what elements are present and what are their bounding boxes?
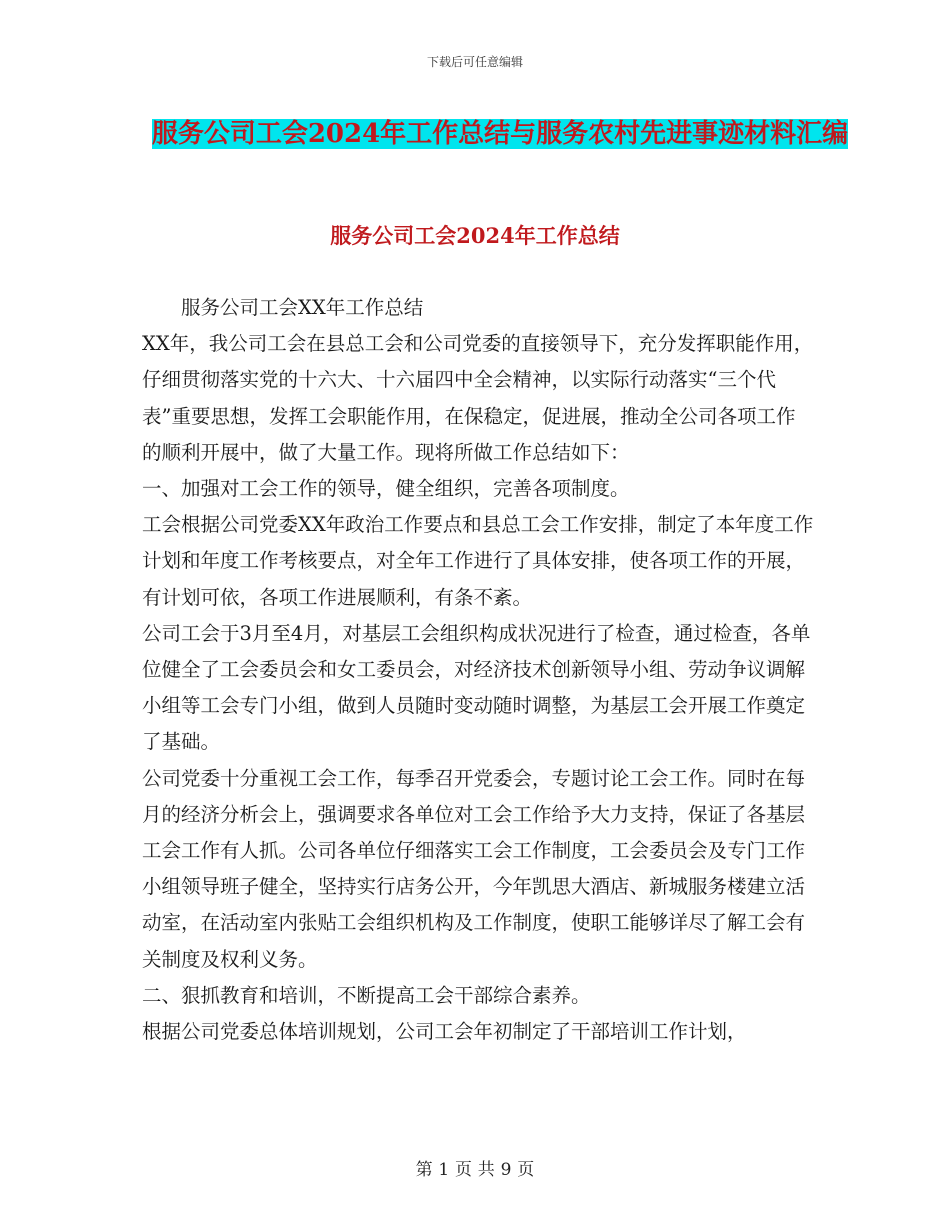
paragraph-heading: 一、加强对工会工作的领导，健全组织，完善各项制度。	[142, 477, 630, 501]
paragraph-subtitle: 服务公司工会XX年工作总结	[181, 296, 424, 319]
document-body	[142, 290, 814, 1050]
document-title	[140, 110, 860, 159]
paragraph: 根据公司党委总体培训规划，公司工会年初制定了干部培训工作计划，	[142, 1020, 747, 1044]
section-title: 服务公司工会2024年工作总结	[330, 223, 620, 248]
paragraph: 公司工会于3月至4月，对基层工会组织构成状况进行了检查，通过检查，各单位健全了工会委员会和女工委员会，对经济技术创新领导小组、劳动争议调解小组等工会专门小组，做到人员随时变动随时调整，为基层工会开展工作奠定了基础。	[142, 621, 811, 754]
paragraph: 公司党委十分重视工会工作，每季召开党委会，专题讨论工会工作。同时在每月的经济分析会上，强调要求各单位对工会工作给予大力支持，保证了各基层工会工作有人抓。公司各单位仔细落实工会工作制度，工会委员会及专门工作小组领导班子健全，坚持实行店务公开，今年凯思大酒店、新城服务楼建立活动室，在活动室内张贴工会组织机构及工作制度，使职工能够详尽了解工会有关制度及权利义务。	[142, 766, 806, 971]
paragraph-heading: 二、狠抓教育和培训，不断提高工会干部综合素养。	[142, 983, 591, 1007]
paragraph: XX年，我公司工会在县总工会和公司党委的直接领导下，充分发挥职能作用，仔细贯彻落实党的十六大、十六届四中全会精神，以实际行动落实“三个代表”重要思想，发挥工会职能作用，在保稳定，促进展，推动全公司各项工作的顺利开展中，做了大量工作。现将所做工作总结如下：	[142, 332, 814, 464]
paragraph: 工会根据公司党委XX年政治工作要点和县总工会工作安排，制定了本年度工作计划和年度工作考核要点，对全年工作进行了具体安排，使各项工作的开展，有计划可依，各项工作进展顺利，有条不紊。	[142, 513, 814, 609]
document-title-text: 服务公司工会2024年工作总结与服务农村先进事迹材料汇编	[151, 119, 849, 149]
header-note: 下载后可任意编辑	[426, 55, 523, 69]
page-number: 第 1 页 共 9 页	[415, 1160, 535, 1180]
